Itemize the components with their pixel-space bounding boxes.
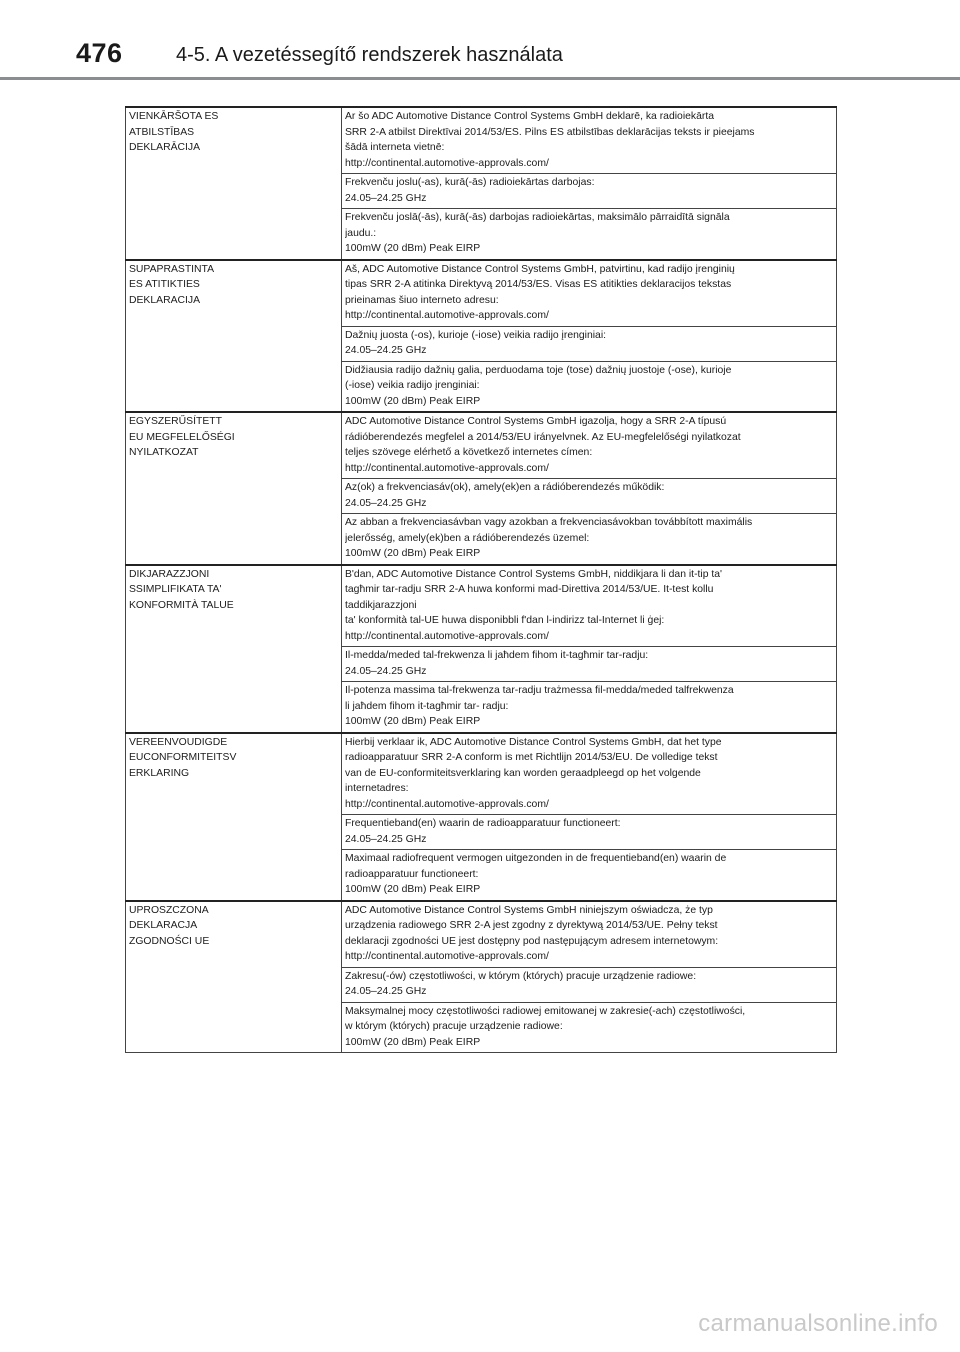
- declaration-language-title: [126, 260, 342, 413]
- declaration-text-cell: [342, 209, 837, 260]
- declaration-text-cell: [342, 514, 837, 565]
- text-line: Maximaal radiofrequent vermogen uitgezonden in de frequentieband(en) waarin de: [345, 853, 727, 864]
- watermark: carmanualsonline.info: [698, 1310, 938, 1337]
- text-line: teljes szövege elérhető a következő internetes címen:: [345, 447, 593, 458]
- declaration-table: [125, 106, 837, 1053]
- text-line: ADC Automotive Distance Control Systems GmbH niniejszym oświadcza, że typ: [345, 904, 713, 916]
- text-line: http://continental.automotive-approvals.com/: [345, 462, 549, 474]
- text-line: Il-medda/meded tal-frekwenza li jaħdem fihom it-tagħmir tar-radju:: [345, 650, 649, 661]
- declaration-text-cell: [342, 107, 837, 174]
- title-line: SSIMPLIFIKATA TA': [129, 584, 222, 595]
- title-line: VEREENVOUDIGDE: [129, 736, 228, 748]
- text-line: radioapparatuur SRR 2-A conform is met Richtlijn 2014/53/EU. De volledige tekst: [345, 752, 718, 763]
- text-line: Zakresu(-ów) częstotliwości, w którym (których) pracuje urządzenie radiowe:: [345, 970, 697, 982]
- text-line: Frekvenču joslā(-ās), kurā(-ās) darbojas radioiekārtas, maksimālo pārraidītā signāla: [345, 212, 730, 223]
- title-line: KONFORMITÀ TALUE: [129, 599, 234, 611]
- text-line: w którym (których) pracuje urządzenie radiowe:: [345, 1021, 563, 1032]
- text-line: http://continental.automotive-approvals.com/: [345, 310, 549, 321]
- text-line: Ar šo ADC Automotive Distance Control Systems GmbH deklarē, ka radioiekārta: [345, 111, 715, 122]
- declaration-text-cell: [342, 1002, 837, 1053]
- text-line: Maksymalnej mocy częstotliwości radiowej emitowanej w zakresie(-ach) częstotliwości,: [345, 1005, 746, 1017]
- declaration-text-cell: [342, 850, 837, 901]
- title-line: ES ATITIKTIES: [129, 279, 200, 290]
- text-line: Didžiausia radijo dažnių galia, perduodama toje (tose) dažnių juostoje (-ose), kurioje: [345, 364, 732, 376]
- text-line: Az abban a frekvenciasávban vagy azokban a frekvenciasávokban továbbított maximális: [345, 517, 753, 528]
- text-line: jaudu.:: [345, 227, 377, 239]
- text-line: 100mW (20 dBm) Peak EIRP: [345, 243, 481, 254]
- table-row: [126, 412, 837, 479]
- text-line: tagħmir tar-radju SRR 2-A huwa konformi mad-Direttiva 2014/53/UE. It-test kollu: [345, 584, 714, 595]
- declaration-table-body: [126, 107, 837, 1053]
- text-line: 100mW (20 dBm) Peak EIRP: [345, 395, 481, 407]
- text-line: tipas SRR 2-A atitinka Direktyvą 2014/53/ES. Visas ES atitikties deklaracijos tekstas: [345, 279, 732, 290]
- text-line: Frekvenču joslu(-as), kurā(-ās) radioiekārtas darbojas:: [345, 177, 595, 188]
- text-line: internetadres:: [345, 783, 409, 794]
- title-line: EUCONFORMITEITSV: [129, 752, 237, 763]
- text-line: šādā interneta vietnē:: [345, 142, 445, 153]
- text-line: urządzenia radiowego SRR 2-A jest zgodny z dyrektywą 2014/53/UE. Pełny tekst: [345, 920, 718, 931]
- text-line: http://continental.automotive-approvals.com/: [345, 630, 549, 642]
- text-line: 24.05–24.25 GHz: [345, 497, 427, 509]
- text-line: Il-potenza massima tal-frekwenza tar-radju trażmessa fil-medda/meded talfrekwenza: [345, 685, 734, 696]
- text-line: http://continental.automotive-approvals.com/: [345, 157, 549, 169]
- text-line: http://continental.automotive-approvals.com/: [345, 798, 549, 810]
- declaration-text-cell: [342, 815, 837, 850]
- title-line: DEKLARACIJA: [129, 294, 201, 306]
- text-line: Aš, ADC Automotive Distance Control Systems GmbH, patvirtinu, kad radijo įrenginių: [345, 263, 735, 275]
- declaration-text-cell: [342, 733, 837, 815]
- text-line: rádióberendezés megfelel a 2014/53/EU irányelvnek. Az EU-megfelelőségi nyilatkozat: [345, 431, 741, 443]
- declaration-text-cell: [342, 361, 837, 412]
- table-row: [126, 107, 837, 174]
- declaration-text-cell: [342, 682, 837, 733]
- text-line: radioapparatuur functioneert:: [345, 868, 479, 880]
- title-line: NYILATKOZAT: [129, 447, 199, 458]
- text-line: ta' konformità tal-UE huwa disponibbli f'dan l-indirizz tal-Internet li ġej:: [345, 615, 665, 626]
- table-row: [126, 565, 837, 647]
- title-line: ERKLARING: [129, 767, 190, 779]
- text-line: deklaracji zgodności UE jest dostępny pod następującym adresem internetowym:: [345, 935, 719, 947]
- title-line: DEKLARACJA: [129, 920, 198, 931]
- declaration-text-cell: [342, 412, 837, 479]
- text-line: http://continental.automotive-approvals.com/: [345, 951, 549, 962]
- declaration-text-cell: [342, 174, 837, 209]
- text-line: 24.05–24.25 GHz: [345, 665, 427, 677]
- text-line: SRR 2-A atbilst Direktīvai 2014/53/ES. Pilns ES atbilstības deklarācijas teksts ir pieejams: [345, 126, 755, 138]
- text-line: Dažnių juosta (-os), kurioje (-iose) veikia radijo įrenginiai:: [345, 329, 607, 341]
- text-line: (-iose) veikia radijo įrenginiai:: [345, 380, 480, 391]
- table-row: [126, 733, 837, 815]
- text-line: jelerősség, amely(ek)ben a rádióberendezés üzemel:: [345, 532, 590, 544]
- text-line: prieinamas šiuo interneto adresu:: [345, 294, 499, 306]
- declaration-language-title: [126, 565, 342, 733]
- declaration-language-title: [126, 107, 342, 260]
- chapter-title: 4-5. A vezetéssegítő rendszerek használata: [176, 44, 563, 66]
- title-line: VIENKĀRŠOTA ES: [129, 111, 219, 122]
- declaration-text-cell: [342, 326, 837, 361]
- page-number: 476: [76, 38, 123, 68]
- text-line: 24.05–24.25 GHz: [345, 192, 427, 204]
- declaration-text-cell: [342, 967, 837, 1002]
- title-line: UPROSZCZONA: [129, 904, 209, 916]
- declaration-language-title: [126, 733, 342, 901]
- title-line: ATBILSTĪBAS: [129, 126, 195, 138]
- title-line: DEKLARĀCIJA: [129, 142, 201, 153]
- text-line: 24.05–24.25 GHz: [345, 345, 427, 356]
- text-line: taddikjarazzjoni: [345, 599, 417, 611]
- table-row: [126, 901, 837, 968]
- text-line: Az(ok) a frekvenciasáv(ok), amely(ek)en a rádióberendezés működik:: [345, 482, 665, 493]
- title-line: SUPAPRASTINTA: [129, 263, 215, 275]
- text-line: 100mW (20 dBm) Peak EIRP: [345, 884, 481, 895]
- text-line: 100mW (20 dBm) Peak EIRP: [345, 716, 481, 727]
- text-line: 100mW (20 dBm) Peak EIRP: [345, 1036, 481, 1048]
- page-header: [0, 0, 960, 80]
- declaration-text-cell: [342, 901, 837, 968]
- declaration-text-cell: [342, 260, 837, 327]
- text-line: ADC Automotive Distance Control Systems GmbH igazolja, hogy a SRR 2-A típusú: [345, 416, 727, 427]
- text-line: van de EU-conformiteitsverklaring kan worden geraadpleegd op het volgende: [345, 767, 701, 779]
- text-line: B'dan, ADC Automotive Distance Control Systems GmbH, niddikjara li dan it-tip ta': [345, 568, 723, 580]
- text-line: 100mW (20 dBm) Peak EIRP: [345, 548, 481, 559]
- text-line: Hierbij verklaar ik, ADC Automotive Distance Control Systems GmbH, dat het type: [345, 736, 722, 748]
- text-line: Frequentieband(en) waarin de radioapparatuur functioneert:: [345, 818, 621, 829]
- text-line: 24.05–24.25 GHz: [345, 986, 427, 997]
- title-line: DIKJARAZZJONI: [129, 568, 210, 580]
- title-line: EGYSZERŰSÍTETT: [129, 416, 222, 427]
- title-line: EU MEGFELELŐSÉGI: [129, 431, 235, 443]
- declaration-text-cell: [342, 565, 837, 647]
- declaration-text-cell: [342, 479, 837, 514]
- declaration-text-cell: [342, 647, 837, 682]
- text-line: 24.05–24.25 GHz: [345, 833, 427, 845]
- declaration-language-title: [126, 412, 342, 565]
- text-line: li jaħdem fihom it-tagħmir tar- radju:: [345, 700, 509, 712]
- title-line: ZGODNOŚCI UE: [129, 935, 210, 947]
- table-row: [126, 260, 837, 327]
- declaration-language-title: [126, 901, 342, 1053]
